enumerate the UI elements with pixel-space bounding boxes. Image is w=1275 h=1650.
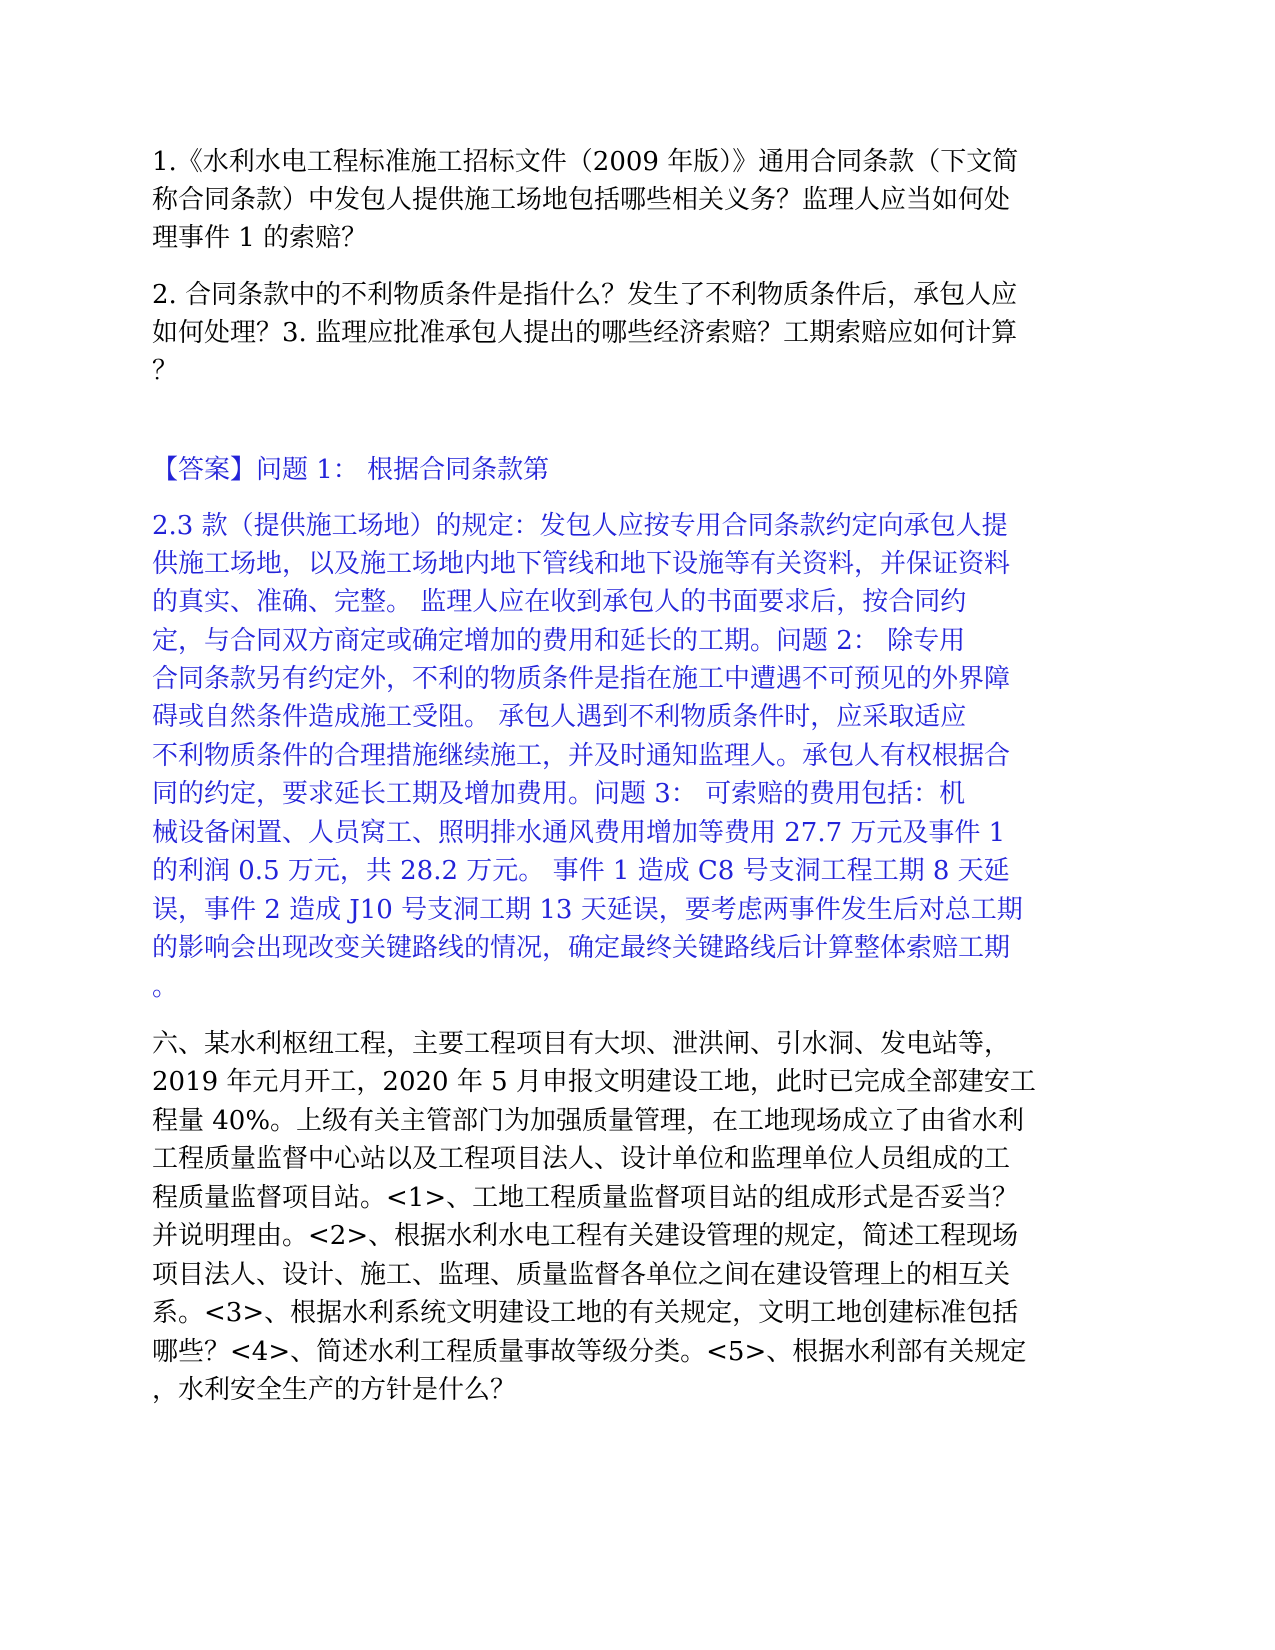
section-six-line: 程量 40%。上级有关主管部门为加强质量管理，在工地现场成立了由省水利 bbox=[152, 1106, 1025, 1136]
section-six-line: 并说明理由。<2>、根据水利水电工程有关建设管理的规定，简述工程现场 bbox=[152, 1221, 1019, 1251]
answer-line: 械设备闲置、人员窝工、照明排水通风费用增加等费用 27.7 万元及事件 1 bbox=[152, 818, 1006, 848]
question-2-line: ？ bbox=[152, 356, 179, 386]
section-six-line: 项目法人、设计、施工、监理、质量监督各单位之间在建设管理上的相互关 bbox=[152, 1260, 1011, 1290]
answer-line: 碍或自然条件造成施工受阻。 承包人遇到不利物质条件时，应采取适应 bbox=[152, 702, 967, 732]
section-six-line: 工程质量监督中心站以及工程项目法人、设计单位和监理单位人员组成的工 bbox=[152, 1144, 1011, 1174]
answer-line: 同的约定，要求延长工期及增加费用。问题 3： 可索赔的费用包括：机 bbox=[152, 779, 966, 809]
answer-line: 合同条款另有约定外，不利的物质条件是指在施工中遭遇不可预见的外界障 bbox=[152, 664, 1011, 694]
section-six-line: 六、某水利枢纽工程，主要工程项目有大坝、泄洪闸、引水洞、发电站等， bbox=[152, 1029, 1011, 1059]
section-six-line: 程质量监督项目站。<1>、工地工程质量监督项目站的组成形式是否妥当？ bbox=[152, 1183, 1019, 1213]
section-six-line: ，水利安全生产的方针是什么？ bbox=[152, 1375, 517, 1405]
answer-heading: 【答案】问题 1： 根据合同条款第 bbox=[152, 455, 550, 485]
answer-line: 2.3 款（提供施工场地）的规定：发包人应按专用合同条款约定向承包人提 bbox=[152, 511, 1008, 541]
section-six-line: 2019 年元月开工，2020 年 5 月申报文明建设工地，此时已完成全部建安工 bbox=[152, 1067, 1036, 1097]
answer-line: 的利润 0.5 万元，共 28.2 万元。 事件 1 造成 C8 号支洞工程工期 8 天延 bbox=[152, 856, 1010, 886]
question-1-line: 称合同条款）中发包人提供施工场地包括哪些相关义务？监理人应当如何处 bbox=[152, 185, 1011, 215]
section-six-line: 哪些？<4>、简述水利工程质量事故等级分类。<5>、根据水利部有关规定 bbox=[152, 1337, 1027, 1367]
answer-line: 供施工场地，以及施工场地内地下管线和地下设施等有关资料，并保证资料 bbox=[152, 549, 1011, 579]
question-1-line: 理事件 1 的索赔？ bbox=[152, 223, 368, 253]
answer-line: 。 bbox=[152, 972, 179, 1002]
question-2-line: 如何处理？3. 监理应批准承包人提出的哪些经济索赔？工期索赔应如何计算 bbox=[152, 318, 1018, 348]
answer-line: 的真实、准确、完整。 监理人应在收到承包人的书面要求后，按合同约 bbox=[152, 587, 967, 617]
answer-line: 不利物质条件的合理措施继续施工，并及时通知监理人。承包人有权根据合 bbox=[152, 741, 1011, 771]
question-2-line: 2. 合同条款中的不利物质条件是指什么？发生了不利物质条件后，承包人应 bbox=[152, 280, 1018, 310]
answer-line: 误，事件 2 造成 J10 号支洞工期 13 天延误，要考虑两事件发生后对总工期 bbox=[152, 895, 1023, 925]
answer-line: 的影响会出现改变关键路线的情况，确定最终关键路线后计算整体索赔工期 bbox=[152, 933, 1011, 963]
section-six-line: 系。<3>、根据水利系统文明建设工地的有关规定，文明工地创建标准包括 bbox=[152, 1298, 1019, 1328]
question-1-line: 1.《水利水电工程标准施工招标文件（2009 年版）》通用合同条款（下文简 bbox=[152, 147, 1019, 177]
answer-line: 定，与合同双方商定或确定增加的费用和延长的工期。问题 2： 除专用 bbox=[152, 626, 966, 656]
